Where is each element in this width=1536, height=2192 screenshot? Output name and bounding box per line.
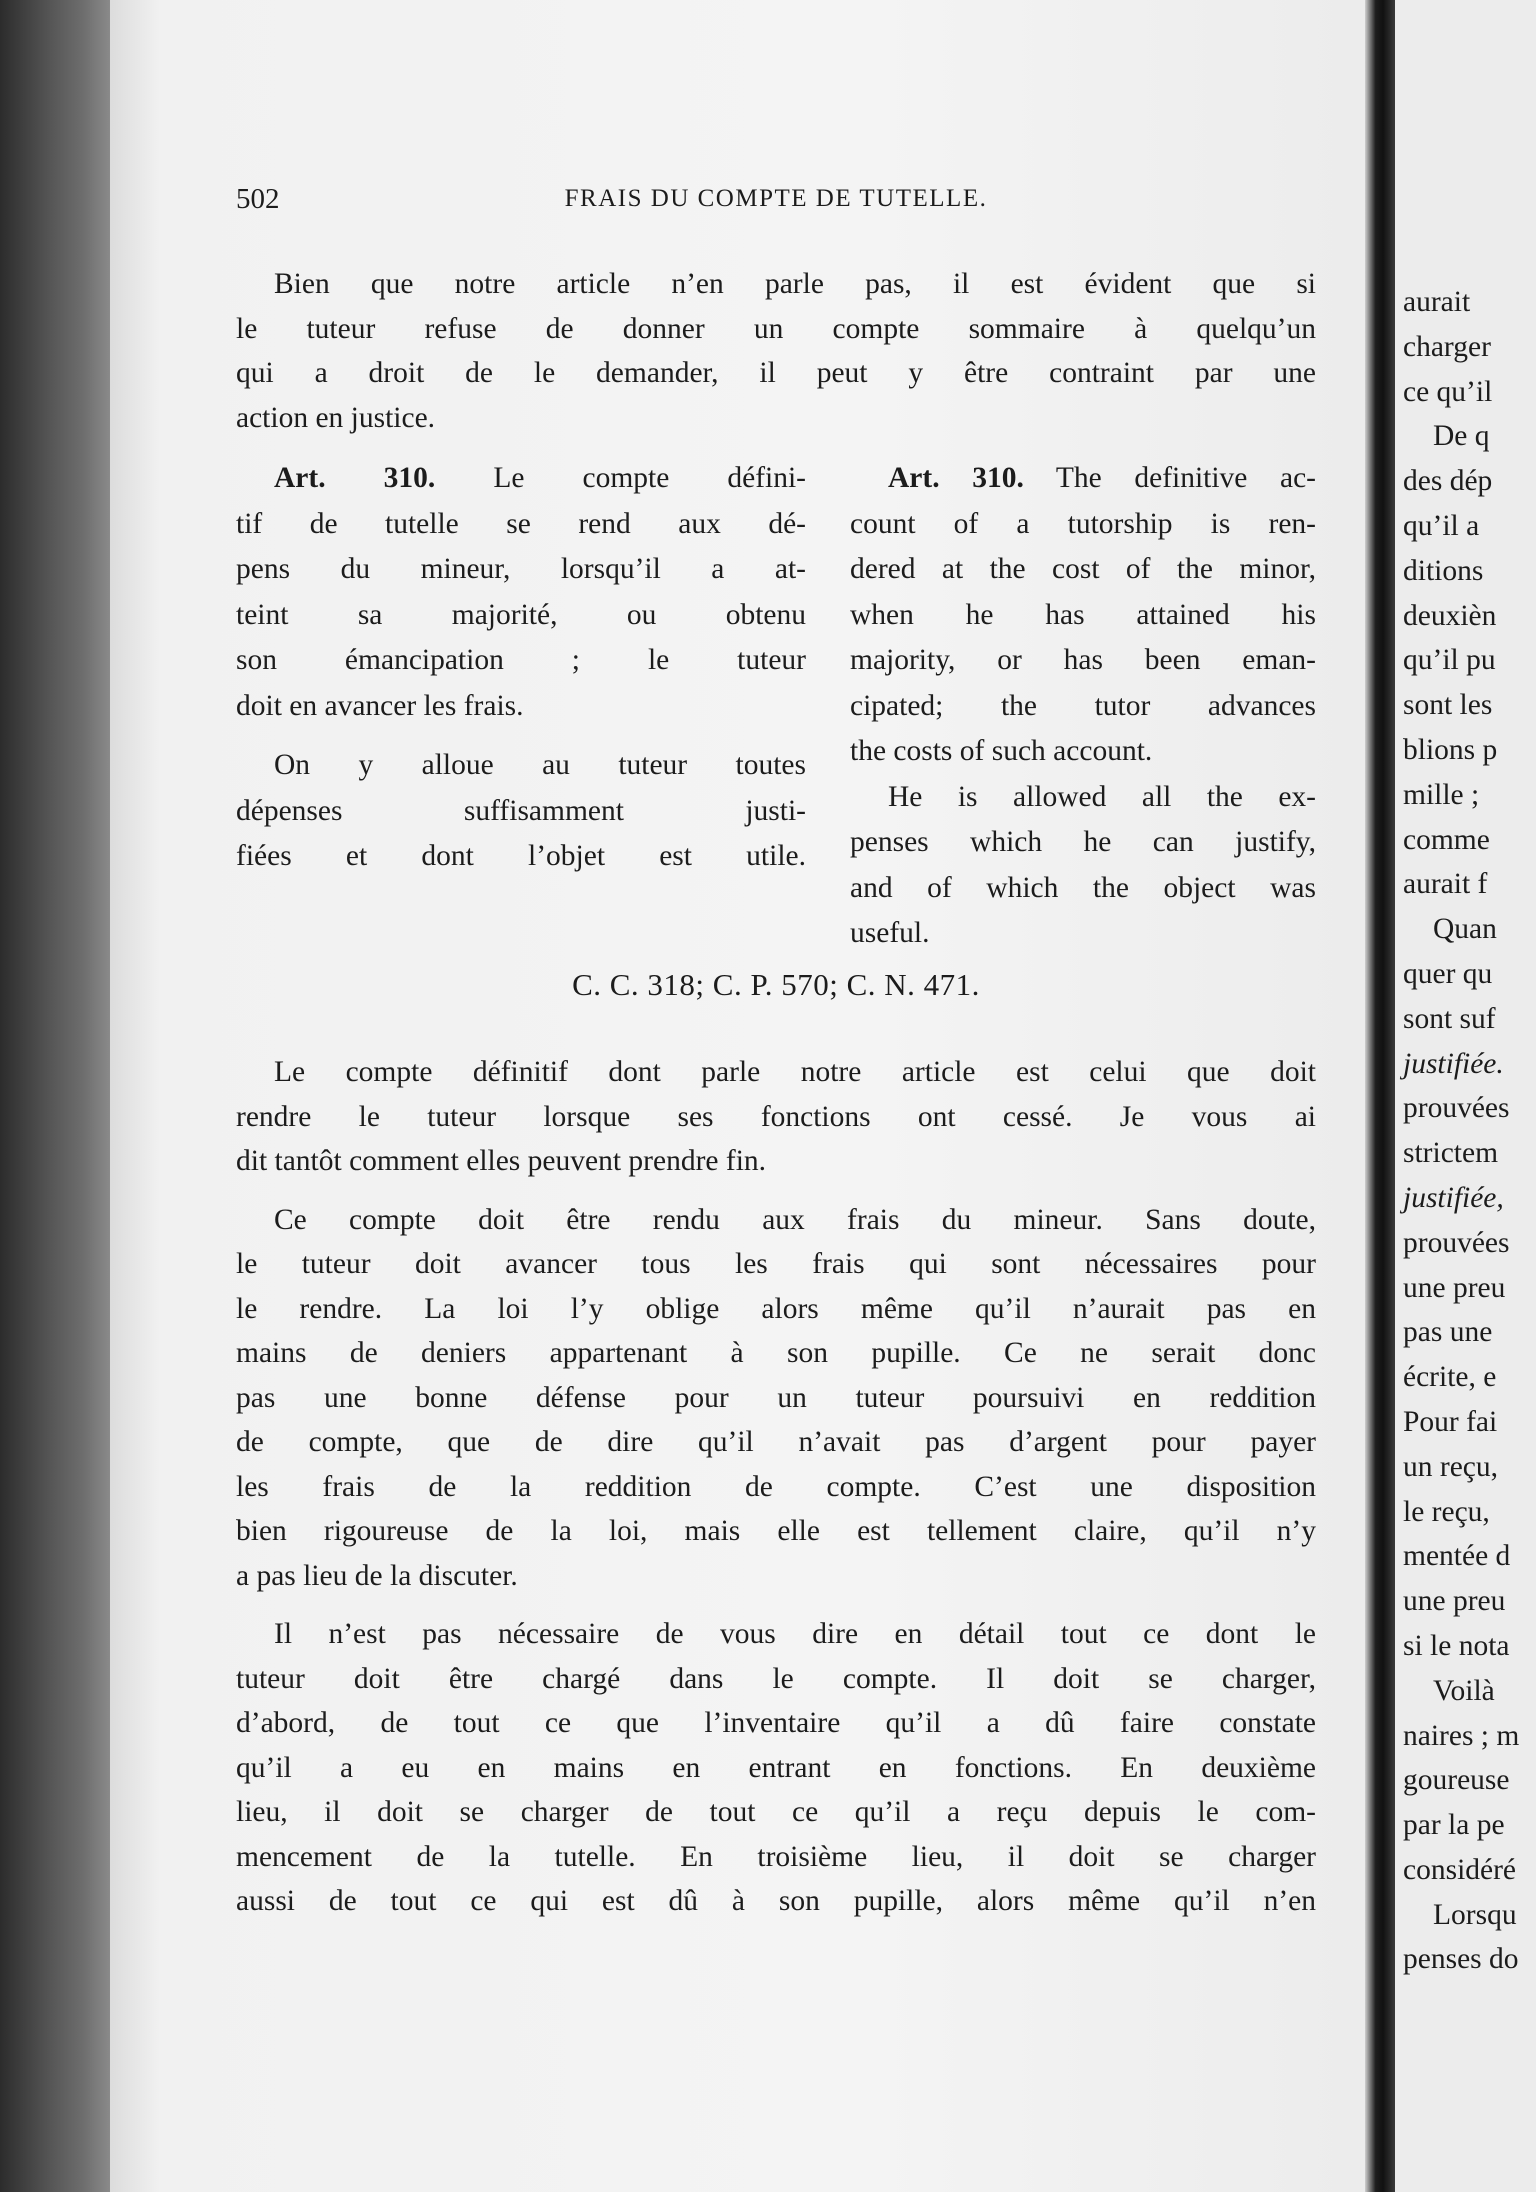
text-fragment: prouvées	[1403, 1092, 1510, 1125]
text-fragment: De q	[1433, 420, 1490, 453]
text-fragment: aurait	[1403, 286, 1471, 318]
text-line: count of a tutorship is ren-	[850, 507, 1316, 540]
text-line: pens du mineur, lorsqu’il a at-	[236, 553, 806, 585]
text-fragment: sont suf	[1403, 1002, 1496, 1035]
text-fragment: considéré	[1403, 1853, 1517, 1886]
text-fragment: goureuse	[1403, 1764, 1510, 1797]
text-line: les frais de la reddition de compte. C’est une disposition	[236, 1470, 1316, 1503]
text-fragment: pas une	[1403, 1316, 1493, 1349]
legal-references: C. C. 318; C. P. 570; C. N. 471.	[572, 967, 980, 1002]
text-line: lieu, il doit se charger de tout ce qu’il a reçu depuis le com-	[236, 1796, 1316, 1828]
paragraph	[236, 1612, 1316, 1924]
text-line	[850, 456, 1316, 502]
article-french-column	[236, 456, 806, 880]
text-fragment: sont les	[1403, 689, 1493, 722]
text-fragment: ditions	[1403, 554, 1484, 587]
body-text	[236, 1050, 1316, 1938]
text-fragment: une preu	[1403, 1585, 1506, 1618]
text-fragment: Le compte défini-	[493, 462, 806, 494]
text-line: Le compte définitif dont parle notre article est celui que doit	[274, 1056, 1316, 1088]
text-fragment: justifiée,	[1403, 1181, 1504, 1214]
text-fragment: Lorsqu	[1433, 1898, 1517, 1931]
text-line: le tuteur doit avancer tous les frais qui sont nécessaires pour	[236, 1248, 1316, 1280]
text-line: pas une bonne défense pour un tuteur poursuivi en reddition	[236, 1381, 1316, 1414]
book-spine	[0, 0, 110, 2192]
text-line: fiées et dont l’objet est utile.	[236, 840, 806, 872]
text-line: when he has attained his	[850, 598, 1316, 631]
article-number: Art. 310.	[888, 462, 1024, 494]
text-line: tuteur doit être chargé dans le compte. Il doit se charger,	[236, 1662, 1316, 1695]
text-line: On y alloue au tuteur toutes	[274, 749, 806, 781]
text-line: penses which he can justify,	[850, 826, 1316, 858]
text-line: d’abord, de tout ce que l’inventaire qu’il a dû faire constate	[236, 1707, 1316, 1739]
paragraph	[236, 1198, 1316, 1599]
text-fragment: ce qu’il	[1403, 375, 1493, 408]
intro-paragraph	[236, 262, 1316, 440]
text-fragment: strictem	[1403, 1137, 1499, 1170]
text-line: doit en avancer les frais.	[236, 689, 524, 722]
text-line: qui a droit de le demander, il peut y être contraint par une	[236, 357, 1316, 389]
text-line: a pas lieu de la discuter.	[236, 1559, 518, 1592]
text-fragment: justifiée.	[1403, 1047, 1504, 1080]
text-fragment: Voilà	[1433, 1674, 1495, 1707]
text-line: bien rigoureuse de la loi, mais elle est tellement claire, qu’il n’y	[236, 1515, 1316, 1547]
text-line: cipated; the tutor advances	[850, 689, 1316, 722]
text-fragment: aurait f	[1403, 868, 1488, 901]
text-fragment: Quan	[1433, 913, 1497, 946]
text-line: dépenses suffisamment justi-	[236, 794, 806, 827]
text-fragment: quer qu	[1403, 957, 1493, 990]
text-fragment: si le nota	[1403, 1629, 1510, 1662]
text-fragment: Pour fai	[1403, 1405, 1498, 1438]
text-fragment: comme	[1403, 823, 1490, 856]
text-line: rendre le tuteur lorsque ses fonctions ont cessé. Je vous ai	[236, 1100, 1316, 1133]
text-fragment: qu’il a	[1403, 509, 1480, 542]
text-line: teint sa majorité, ou obtenu	[236, 598, 806, 631]
text-fragment: The definitive ac-	[1055, 462, 1316, 494]
text-line: the costs of such account.	[850, 735, 1153, 767]
page-number: 502	[236, 183, 280, 215]
text-line: aussi de tout ce qui est dû à son pupille, alors même qu’il n’en	[236, 1885, 1316, 1917]
text-line: useful.	[850, 917, 930, 949]
text-line: He is allowed all the ex-	[888, 780, 1316, 813]
text-fragment: charger	[1403, 330, 1491, 363]
text-fragment: deuxièn	[1403, 599, 1497, 632]
article-english-column	[850, 456, 1316, 957]
text-line: dit tantôt comment elles peuvent prendre fin.	[236, 1145, 767, 1177]
text-fragment: mille ;	[1403, 778, 1480, 811]
text-line	[236, 456, 806, 502]
text-fragment: une preu	[1403, 1271, 1506, 1304]
text-line: action en justice.	[236, 401, 436, 434]
text-line: Bien que notre article n’en parle pas, il est évident que si	[274, 268, 1316, 300]
text-fragment: penses do	[1403, 1943, 1519, 1976]
text-fragment: prouvées	[1403, 1226, 1510, 1259]
text-fragment: écrite, e	[1403, 1361, 1497, 1394]
text-line: tif de tutelle se rend aux dé-	[236, 507, 806, 540]
text-fragment: par la pe	[1403, 1809, 1505, 1842]
text-line: le rendre. La loi l’y oblige alors même qu’il n’aurait pas en	[236, 1292, 1316, 1325]
text-line: qu’il a eu en mains en entrant en fonctions. En deuxième	[236, 1751, 1316, 1784]
article-number: Art. 310.	[274, 462, 436, 494]
text-fragment: blions p	[1403, 733, 1498, 766]
text-fragment: qu’il pu	[1403, 644, 1496, 677]
paragraph	[236, 1050, 1316, 1184]
text-line: mains de deniers appartenant à son pupille. Ce ne serait donc	[236, 1337, 1316, 1369]
text-line: majority, or has been eman-	[850, 644, 1316, 676]
text-line: dered at the cost of the minor,	[850, 553, 1316, 585]
text-line: son émancipation ; le tuteur	[236, 644, 806, 676]
next-page-text	[1403, 280, 1536, 1982]
text-line: Il n’est pas nécessaire de vous dire en détail tout ce dont le	[274, 1618, 1316, 1650]
text-fragment: mentée d	[1403, 1540, 1511, 1573]
text-fragment: le reçu,	[1403, 1495, 1490, 1528]
text-line: le tuteur refuse de donner un compte sommaire à quelqu’un	[236, 312, 1316, 345]
text-fragment: naires ; m	[1403, 1719, 1520, 1752]
text-fragment: des dép	[1403, 465, 1493, 498]
text-line: mencement de la tutelle. En troisième lieu, il doit se charger	[236, 1840, 1316, 1873]
text-line: de compte, que de dire qu’il n’avait pas d’argent pour payer	[236, 1426, 1316, 1458]
text-line: and of which the object was	[850, 871, 1316, 904]
running-head	[236, 183, 1316, 223]
book-gutter	[1365, 0, 1395, 2192]
running-title: FRAIS DU COMPTE DE TUTELLE.	[564, 185, 988, 212]
text-line: Ce compte doit être rendu aux frais du mineur. Sans doute,	[274, 1203, 1316, 1236]
text-fragment: un reçu,	[1403, 1450, 1499, 1483]
